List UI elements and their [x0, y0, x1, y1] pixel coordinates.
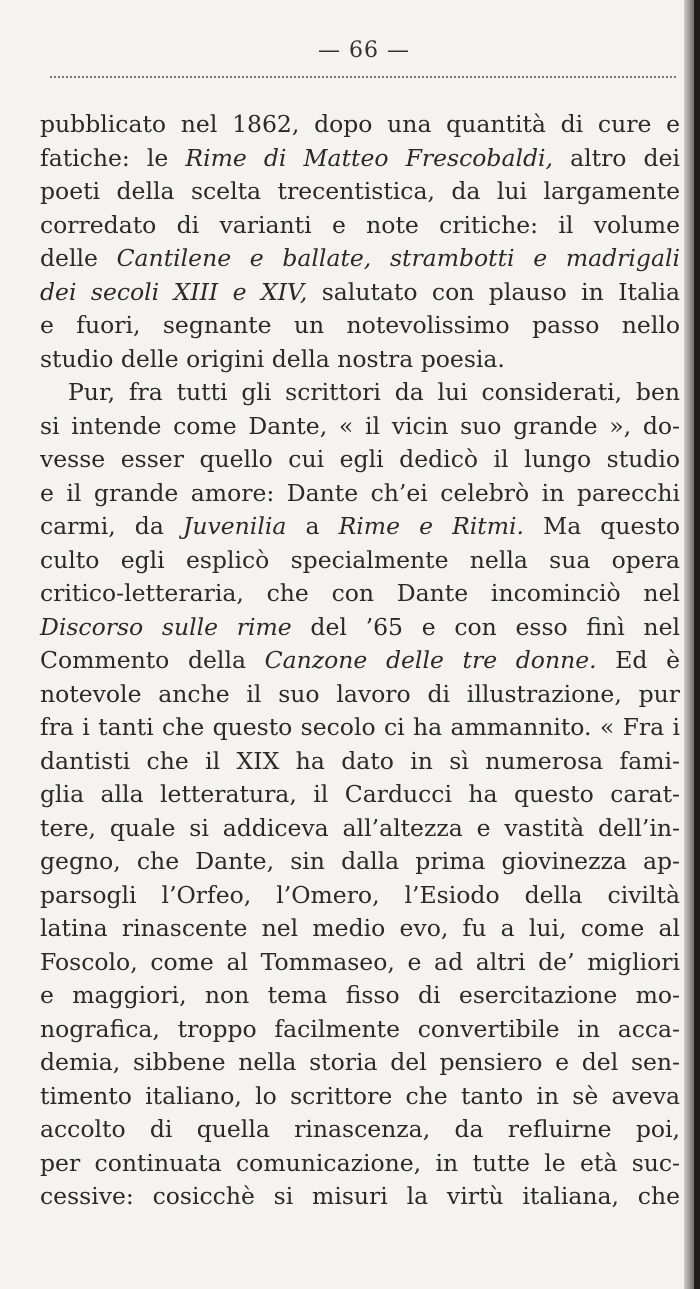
text-segment: Ed è: [596, 646, 681, 674]
text-segment: del ’65 e con esso finì nel: [291, 612, 680, 641]
text-line: [40, 778, 680, 812]
text-line: [40, 711, 680, 745]
text-line: [40, 544, 680, 578]
text-line: [40, 477, 680, 511]
text-segment: a: [286, 512, 339, 540]
italic-title: Juvenilia: [182, 512, 287, 540]
text-segment: poeti della scelta trecentistica, da lui largamente: [40, 177, 680, 205]
text-segment: Pur, fra tutti gli scrittori da lui considerati, ben: [68, 378, 680, 406]
body-text: [40, 108, 680, 1214]
page-number: — 66 —: [318, 38, 410, 63]
text-line: [40, 343, 680, 377]
text-line: [40, 410, 680, 444]
text-line: [40, 812, 680, 846]
text-line: [40, 611, 680, 645]
text-line: [40, 845, 680, 879]
text-line: [40, 1147, 680, 1181]
text-line: [40, 1080, 680, 1114]
text-line: [40, 276, 680, 310]
text-segment: delle: [40, 244, 117, 272]
italic-title: Discorso sulle rime: [40, 612, 292, 641]
text-segment: e maggiori, non tema fisso di esercitazione mo-: [40, 981, 680, 1009]
italic-title: Cantilene e ballate, strambotti e madrigali: [116, 244, 680, 272]
italic-title: Rime di Matteo Frescobaldi,: [185, 143, 554, 172]
text-segment: Foscolo, come al Tommaseo, e ad altri de’ migliori: [40, 947, 680, 976]
text-line: [40, 1180, 680, 1214]
italic-title: dei secoli XIII e XIV,: [40, 277, 308, 306]
header-rule: [50, 76, 676, 78]
text-segment: glia alla letteratura, il Carducci ha questo carat-: [40, 780, 680, 808]
text-line: [40, 979, 680, 1013]
text-line: [40, 175, 680, 209]
text-segment: notevole anche il suo lavoro di illustrazione, pur: [40, 679, 680, 708]
text-segment: demia, sibbene nella storia del pensiero e del sen-: [40, 1048, 680, 1076]
text-segment: tere, quale si addiceva all’altezza e vastità dell’in-: [40, 813, 680, 842]
text-segment: nografica, troppo facilmente convertibile in acca-: [40, 1014, 680, 1043]
text-segment: e il grande amore: Dante ch’ei celebrò in parecchi: [40, 478, 680, 507]
italic-title: Canzone delle tre donne.: [264, 646, 597, 674]
text-line: [40, 209, 680, 243]
text-segment: parsogli l’Orfeo, l’Omero, l’Esiodo della civiltà: [40, 880, 680, 909]
text-segment: gegno, che Dante, sin dalla prima giovinezza ap-: [40, 847, 680, 875]
text-segment: critico-letteraria, che con Dante incominciò nel: [40, 579, 680, 607]
text-line: [40, 644, 680, 678]
text-segment: altro dei: [553, 143, 680, 172]
text-segment: fra i tanti che questo secolo ci ha ammannito. « Fra i: [40, 713, 680, 741]
text-segment: si intende come Dante, « il vicin suo grande », do-: [40, 411, 680, 440]
text-line: [40, 879, 680, 913]
text-line: [40, 912, 680, 946]
text-segment: corredato di varianti e note critiche: il volume: [40, 210, 680, 239]
text-segment: salutato con plauso in Italia: [307, 277, 680, 306]
text-segment: carmi, da: [40, 512, 183, 540]
text-segment: e fuori, segnante un notevolissimo passo nello: [40, 311, 680, 339]
text-segment: vesse esser quello cui egli dedicò il lungo studio: [40, 445, 680, 473]
text-line: [40, 443, 680, 477]
text-line: [40, 510, 680, 544]
text-line: [40, 309, 680, 343]
text-line: [40, 142, 680, 176]
text-line: [40, 1113, 680, 1147]
text-segment: pubblicato nel 1862, dopo una quantità di cure e: [40, 110, 680, 138]
text-segment: cessive: cosicchè si misuri la virtù italiana, che: [40, 1182, 680, 1210]
text-line: [40, 577, 680, 611]
text-line: [40, 376, 680, 410]
text-segment: accolto di quella rinascenza, da refluirne poi,: [40, 1115, 680, 1143]
page-edge-shadow: [694, 0, 700, 1289]
text-line: [40, 678, 680, 712]
text-line: [40, 1046, 680, 1080]
text-segment: latina rinascente nel medio evo, fu a lui, come al: [40, 914, 680, 942]
text-segment: studio delle origini della nostra poesia.: [40, 344, 505, 373]
text-line: [40, 745, 680, 779]
text-segment: timento italiano, lo scrittore che tanto in sè aveva: [40, 1081, 680, 1110]
text-segment: culto egli esplicò specialmente nella sua opera: [40, 545, 680, 574]
text-segment: Commento della: [40, 646, 265, 674]
text-segment: per continuata comunicazione, in tutte le età suc-: [40, 1148, 680, 1177]
text-line: [40, 108, 680, 142]
text-segment: dantisti che il XIX ha dato in sì numerosa fami-: [40, 746, 680, 775]
italic-title: Rime e Ritmi.: [338, 512, 525, 540]
text-line: [40, 1013, 680, 1047]
text-line: [40, 946, 680, 980]
text-line: [40, 242, 680, 276]
text-segment: Ma questo: [524, 512, 681, 540]
text-segment: fatiche: le: [40, 143, 186, 172]
